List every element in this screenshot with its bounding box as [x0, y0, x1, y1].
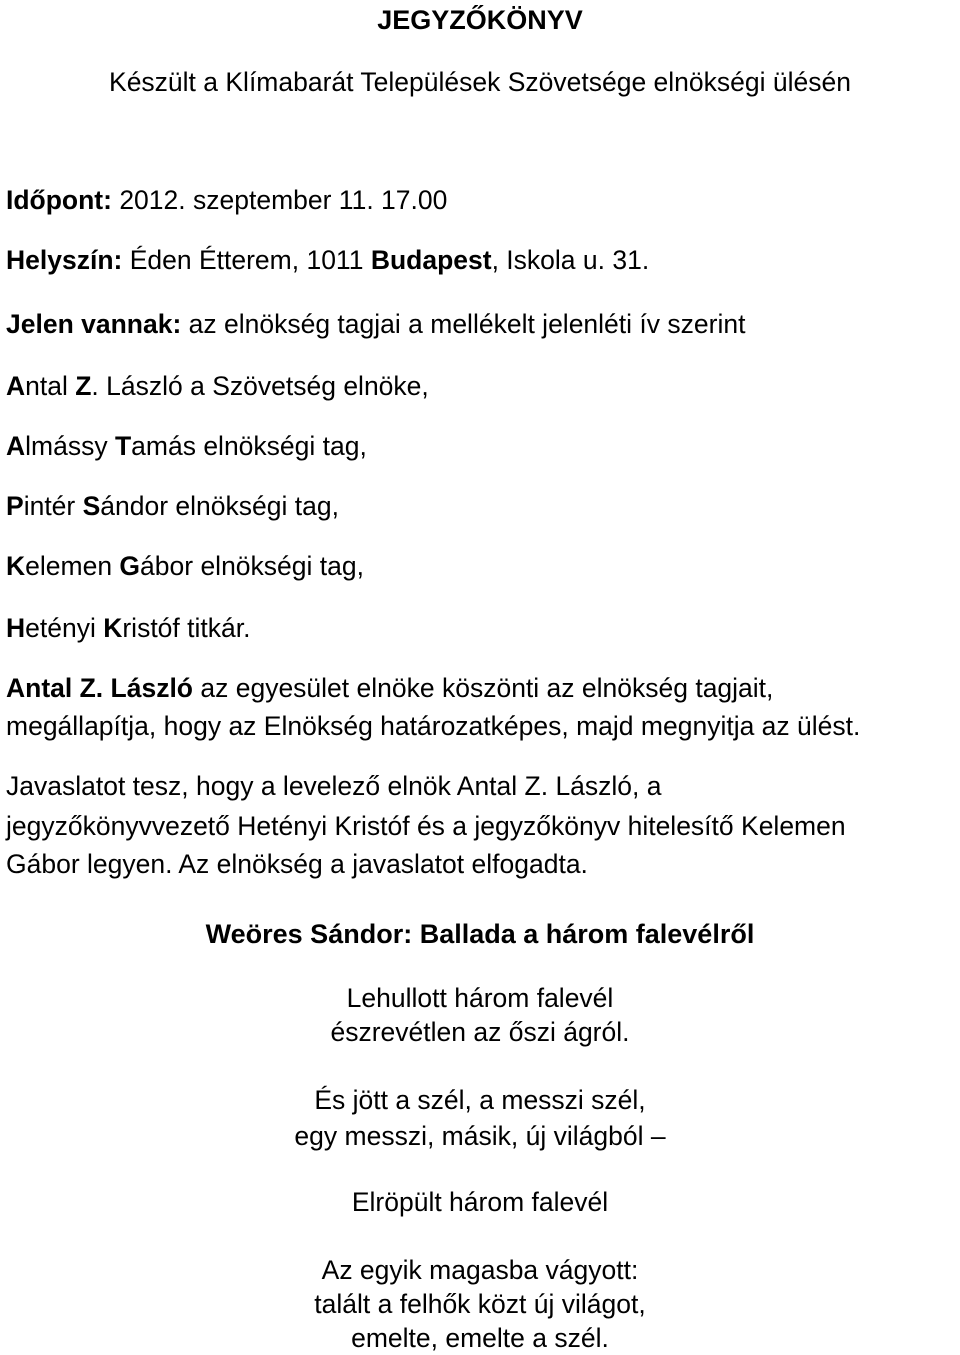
present-value: az elnökség tagjai a mellékelt jelenléti ív szerint: [181, 309, 746, 339]
document-title: JEGYZŐKÖNYV: [377, 5, 583, 35]
meeting-place: [6, 244, 649, 276]
poem-line: észrevétlen az őszi ágról.: [330, 1017, 630, 1047]
opening-text: az egyesület elnöke köszönti az elnökség tagjait,: [193, 673, 774, 703]
member-first-initial: P: [6, 491, 24, 521]
member-first-rest: etényi: [25, 613, 104, 643]
member-last-rest: ábor elnökségi tag,: [140, 551, 364, 581]
member-first-rest: elemen: [25, 551, 120, 581]
poem-line: Elröpült három falevél: [351, 1187, 609, 1217]
member-first-rest: lmássy: [25, 431, 115, 461]
member-last-initial: T: [114, 431, 132, 461]
member-last-initial: Z: [75, 371, 92, 401]
paragraph-proposal-line3: Gábor legyen. Az elnökség a javaslatot elfogadta.: [6, 849, 588, 879]
paragraph-opening-line2: megállapítja, hogy az Elnökség határozatképes, majd megnyitja az ülést.: [6, 711, 861, 741]
member-last-rest: amás elnökségi tag,: [131, 431, 367, 461]
member-first-initial: A: [6, 431, 26, 461]
poem-title: Weöres Sándor: Ballada a három falevélről: [205, 919, 755, 949]
place-street: , Iskola u. 31.: [491, 245, 650, 275]
attendance: [6, 308, 745, 340]
poem-line: egy messzi, másik, új világból –: [294, 1121, 666, 1151]
member-last-rest: . László a Szövetség elnöke,: [91, 371, 429, 401]
poem-line: Az egyik magasba vágyott:: [321, 1255, 639, 1285]
place-city: Budapest: [370, 245, 492, 275]
member-line: [6, 370, 429, 402]
present-label: Jelen vannak:: [6, 309, 182, 339]
member-line: [6, 550, 364, 582]
member-line: [6, 430, 367, 462]
member-last-initial: K: [103, 613, 123, 643]
paragraph-proposal-line1: Javaslatot tesz, hogy a levelező elnök Antal Z. László, a: [6, 771, 662, 801]
place-address: Éden Étterem, 1011: [122, 245, 371, 275]
member-first-initial: H: [6, 613, 26, 643]
poem-line: Lehullott három falevél: [346, 983, 614, 1013]
member-last-rest: ándor elnökségi tag,: [100, 491, 339, 521]
member-last-initial: S: [82, 491, 101, 521]
member-last-rest: ristóf titkár.: [122, 613, 251, 643]
poem-line: talált a felhők közt új világot,: [314, 1289, 646, 1319]
paragraph-proposal-line2: jegyzőkönyvvezető Hetényi Kristóf és a jegyzőkönyv hitelesítő Kelemen: [6, 811, 846, 841]
member-first-rest: ntal: [25, 371, 76, 401]
member-first-initial: A: [6, 371, 26, 401]
member-line: [6, 490, 339, 522]
member-first-initial: K: [6, 551, 26, 581]
poem-line: És jött a szél, a messzi szél,: [314, 1085, 646, 1115]
member-line: [6, 612, 250, 644]
time-value: 2012. szeptember 11. 17.00: [111, 185, 448, 215]
time-label: Időpont:: [6, 185, 112, 215]
member-first-rest: intér: [23, 491, 83, 521]
meeting-time: [6, 184, 447, 216]
place-label: Helyszín:: [6, 245, 123, 275]
document-subtitle: Készült a Klímabarát Települések Szövetsége elnökségi ülésén: [109, 67, 851, 97]
paragraph-opening-line1: [6, 672, 773, 704]
chair-name: Antal Z. László: [6, 673, 193, 703]
member-last-initial: G: [119, 551, 141, 581]
poem-line: emelte, emelte a szél.: [351, 1323, 609, 1353]
